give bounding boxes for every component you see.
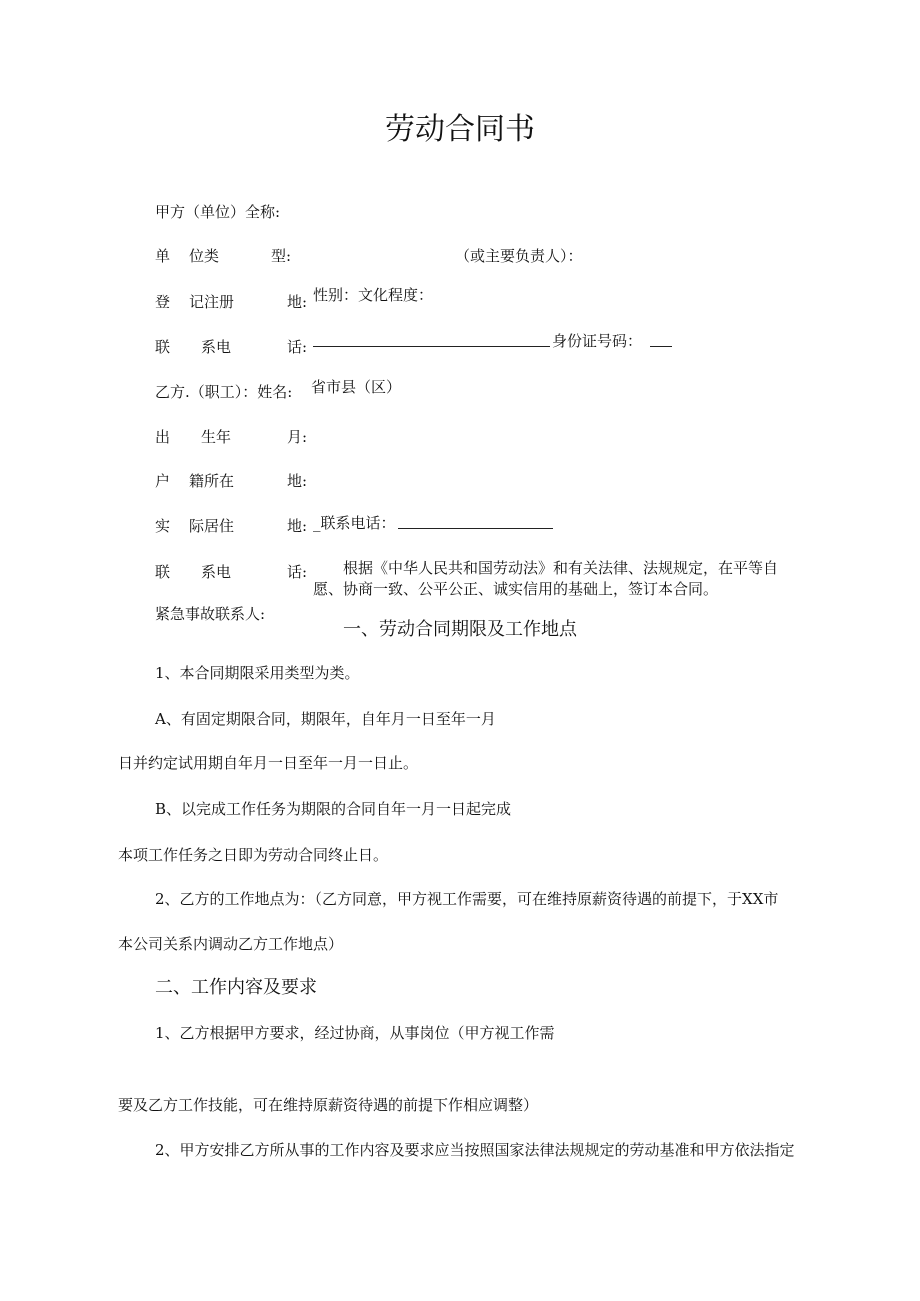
label-part: 地:: [287, 517, 308, 535]
residence-label: [155, 517, 308, 535]
registered-address-label: [155, 293, 308, 311]
label-part: 地:: [287, 293, 308, 311]
section-1-clause-1: 1、本合同期限采用类型为类。: [155, 664, 360, 682]
label-part: 单: [155, 247, 171, 265]
contact-phone-underline: [398, 528, 553, 529]
label-part: 籍所在: [189, 472, 235, 490]
gender-education-label: 性别：文化程度：: [313, 286, 434, 304]
contact-phone-label: _联系电话：: [313, 514, 396, 532]
label-part: 户: [155, 472, 171, 490]
label-part: 登: [155, 293, 171, 311]
id-number-label: 身份证号码：: [552, 332, 643, 350]
province-city-county: 省市县（区）: [311, 378, 402, 396]
emergency-contact-label: 紧急事故联系人:: [155, 605, 266, 623]
phone-label: [155, 338, 308, 356]
label-part: 出: [155, 428, 171, 446]
label-part: 位类: [189, 247, 220, 265]
id-number-underline: [650, 346, 672, 347]
party-a-name-label: 甲方（单位）全称:: [155, 203, 281, 221]
label-part: 联: [155, 563, 171, 581]
legal-representative-label: （或主要负责人）：: [455, 247, 583, 265]
label-part: 型:: [271, 247, 292, 265]
section-2-heading: 二、工作内容及要求: [155, 977, 317, 998]
label-part: 际居住: [189, 517, 235, 535]
section-1-clause-b-cont: 本项工作任务之日即为劳动合同终止日。: [118, 846, 389, 864]
section-1-clause-a: A、有固定期限合同，期限年，自年月一日至年一月: [155, 710, 496, 728]
section-2-clause-1: 1、乙方根据甲方要求，经过协商，从事岗位（甲方视工作需: [155, 1024, 555, 1042]
party-b-name-label: 乙方.（职工）：姓名:: [155, 383, 293, 401]
birth-label: [155, 428, 308, 446]
label-part: 地:: [287, 472, 308, 490]
phone-underline: [313, 346, 550, 347]
household-registration-label: [155, 472, 308, 490]
label-part: 生年: [201, 428, 232, 446]
section-1-clause-2-cont: 本公司关系内调动乙方工作地点）: [118, 935, 344, 953]
preamble-line-1: 根据《中华人民共和国劳动法》和有关法律、法规规定，在平等自: [343, 559, 779, 577]
label-part: 记注册: [189, 293, 235, 311]
phone-label-2: [155, 563, 308, 581]
label-part: 话:: [287, 563, 308, 581]
label-part: 系电: [201, 338, 232, 356]
section-1-clause-b: B、以完成工作任务为期限的合同自年一月一日起完成: [155, 800, 512, 818]
label-part: 话:: [287, 338, 308, 356]
label-part: 系电: [201, 563, 232, 581]
label-part: 联: [155, 338, 171, 356]
preamble-line-2: 愿、协商一致、公平公正、诚实信用的基础上，签订本合同。: [313, 580, 719, 598]
section-1-clause-a-cont: 日并约定试用期自年月一日至年一月一日止。: [118, 754, 419, 772]
label-part: 实: [155, 517, 171, 535]
unit-type-label: [155, 247, 305, 265]
section-2-clause-2: 2、甲方安排乙方所从事的工作内容及要求应当按照国家法律法规规定的劳动基准和甲方依法指定: [155, 1141, 795, 1159]
document-title: 劳动合同书: [385, 112, 535, 147]
section-2-clause-1-cont: 要及乙方工作技能，可在维持原薪资待遇的前提下作相应调整）: [118, 1096, 539, 1114]
section-1-clause-2: 2、乙方的工作地点为：（乙方同意，甲方视工作需要，可在维持原薪资待遇的前提下，于XX市: [155, 890, 779, 908]
section-1-heading: 一、劳动合同期限及工作地点: [343, 619, 577, 640]
label-part: 月:: [287, 428, 308, 446]
